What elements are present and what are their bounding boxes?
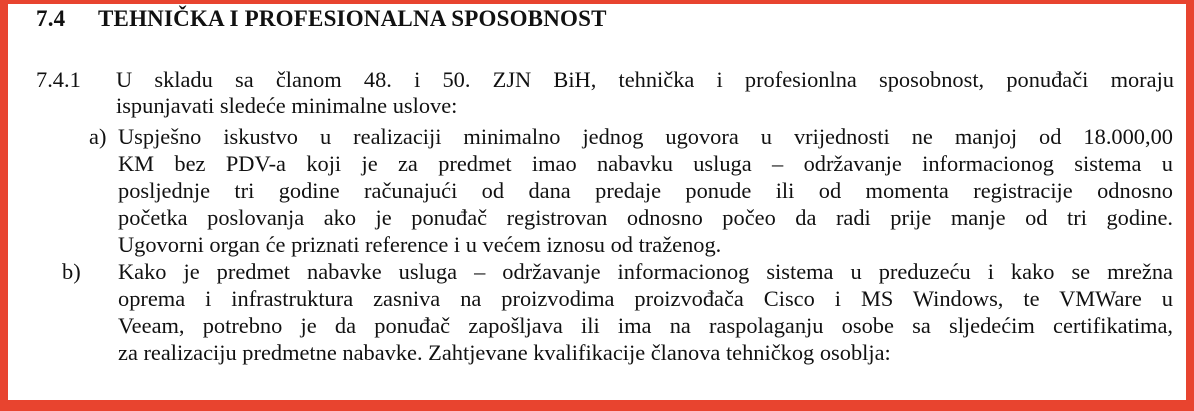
section-title: TEHNIČKA I PROFESIONALNA SPOSOBNOST xyxy=(98,6,607,31)
item-line: posljednje tri godine računajući od dana predaje ponude ili od momenta registracije odnosno xyxy=(118,178,1173,203)
item-line: za realizaciju predmetne nabavke. Zahtjevane kvalifikacije članova tehničkog osoblja: xyxy=(118,340,891,365)
item-marker: b) xyxy=(62,259,81,284)
clause-line: ispunjavati sledeće minimalne uslove: xyxy=(116,93,458,118)
item-line: Uspješno iskustvo u realizaciji minimalno jednog ugovora u vrijednosti ne manjoj od 18.000,00 xyxy=(118,124,1173,149)
item-line: početka poslovanja ako je ponuđač registrovan odnosno počeo da radi prije manje od tri godine. xyxy=(118,205,1173,230)
item-line: oprema i infrastruktura zasniva na proizvodima proizvođača Cisco i MS Windows, te VMWare u xyxy=(118,286,1173,311)
item-line: Kako je predmet nabavke usluga – održavanje informacionog sistema u preduzeću i kako se mrežna xyxy=(118,259,1173,284)
item-marker: a) xyxy=(89,124,107,149)
clause-number: 7.4.1 xyxy=(36,67,81,92)
item-line: Veeam, potrebno je da ponuđač zapošljava ili ima na raspolaganju osobe sa sljedećim certifikatima, xyxy=(118,313,1173,338)
item-line: Ugovorni organ će priznati reference i u većem iznosu od traženog. xyxy=(118,232,722,257)
section-heading xyxy=(36,6,607,32)
item-line: KM bez PDV-a koji je za predmet imao nabavku usluga – održavanje informacionog sistema u xyxy=(118,151,1173,176)
clause-line: U skladu sa članom 48. i 50. ZJN BiH, tehnička i profesionlna sposobnost, ponuđači moraju xyxy=(116,67,1174,92)
section-number: 7.4 xyxy=(36,6,66,31)
